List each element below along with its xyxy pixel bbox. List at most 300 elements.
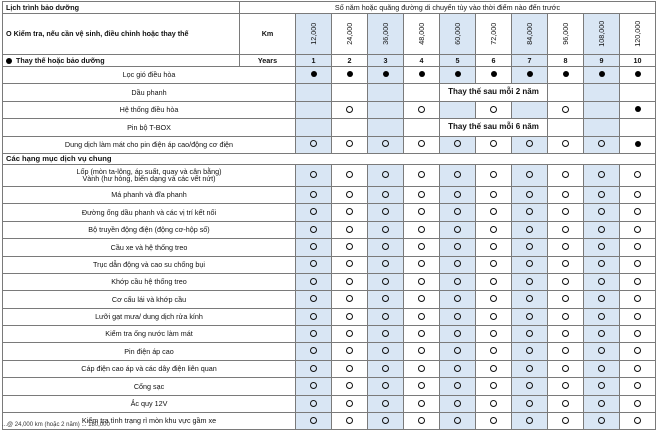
check-circle-icon xyxy=(490,208,497,215)
schedule-cell xyxy=(548,221,584,238)
section-title: Các hạng mục dịch vụ chung xyxy=(3,153,656,164)
check-circle-icon xyxy=(598,243,605,250)
schedule-cell xyxy=(584,326,620,343)
row-label-line: Đường ống dầu phanh và các vị trí kết nối xyxy=(81,207,217,217)
schedule-cell xyxy=(440,395,476,412)
check-circle-icon xyxy=(634,260,641,267)
check-circle-icon xyxy=(310,171,317,178)
check-circle-icon xyxy=(634,365,641,372)
check-circle-icon xyxy=(310,347,317,354)
schedule-cell xyxy=(332,326,368,343)
row-label-line: Cáp điện cao áp và các dây điện liên quan xyxy=(81,364,217,374)
replace-dot-icon xyxy=(455,71,461,77)
check-circle-icon xyxy=(598,278,605,285)
check-circle-icon xyxy=(526,140,533,147)
check-circle-icon xyxy=(418,226,425,233)
replace-legend: Thay thế hoặc bảo dưỡng xyxy=(3,55,240,67)
schedule-cell xyxy=(620,308,656,325)
schedule-cell xyxy=(404,101,440,118)
schedule-cell xyxy=(404,395,440,412)
check-circle-icon xyxy=(310,400,317,407)
check-circle-icon xyxy=(490,313,497,320)
schedule-cell xyxy=(476,308,512,325)
schedule-cell xyxy=(584,136,620,153)
check-circle-icon xyxy=(454,243,461,250)
check-circle-icon xyxy=(418,260,425,267)
schedule-cell xyxy=(296,413,332,430)
check-circle-icon xyxy=(490,400,497,407)
schedule-cell xyxy=(404,256,440,273)
check-circle-icon xyxy=(418,208,425,215)
schedule-cell xyxy=(404,308,440,325)
check-circle-icon xyxy=(418,295,425,302)
check-circle-icon xyxy=(382,417,389,424)
schedule-cell xyxy=(296,204,332,221)
check-circle-icon xyxy=(454,208,461,215)
check-circle-icon xyxy=(310,140,317,147)
schedule-cell xyxy=(404,221,440,238)
schedule-cell xyxy=(584,101,620,118)
schedule-cell xyxy=(404,136,440,153)
schedule-cell xyxy=(584,343,620,360)
check-circle-icon xyxy=(382,260,389,267)
schedule-cell xyxy=(512,256,548,273)
table-row xyxy=(3,204,656,221)
schedule-cell xyxy=(476,343,512,360)
row-label-line: Cổng sạc xyxy=(133,381,165,391)
schedule-cell xyxy=(548,378,584,395)
schedule-cell xyxy=(584,273,620,290)
row-label xyxy=(3,239,296,256)
schedule-cell xyxy=(620,413,656,430)
schedule-cell xyxy=(476,291,512,308)
schedule-cell xyxy=(440,101,476,118)
check-circle-icon xyxy=(490,278,497,285)
km-column-header: 60,000 xyxy=(440,14,476,55)
row-label xyxy=(3,343,296,360)
table-row xyxy=(3,273,656,290)
check-circle-icon xyxy=(490,382,497,389)
check-circle-icon xyxy=(598,347,605,354)
table-row xyxy=(3,101,656,118)
check-circle-icon xyxy=(346,400,353,407)
schedule-cell xyxy=(332,413,368,430)
check-circle-icon xyxy=(418,417,425,424)
check-circle-icon xyxy=(490,106,497,113)
check-circle-icon xyxy=(346,347,353,354)
schedule-cell xyxy=(548,273,584,290)
check-circle-icon xyxy=(310,191,317,198)
schedule-cell xyxy=(440,273,476,290)
row-label-line: Cầu xe và hệ thống treo xyxy=(110,242,188,252)
replace-dot-icon xyxy=(527,71,533,77)
year-column-header: 10 xyxy=(620,55,656,67)
check-circle-icon xyxy=(382,171,389,178)
schedule-cell xyxy=(512,378,548,395)
schedule-cell xyxy=(620,186,656,203)
schedule-cell xyxy=(512,164,548,186)
km-column-header: 108,000 xyxy=(584,14,620,55)
schedule-cell xyxy=(476,326,512,343)
replace-dot-icon xyxy=(419,71,425,77)
row-label xyxy=(3,326,296,343)
row-label-line: Lốp (mòn ta-lông, áp suất, quay và cân bằng) xyxy=(76,166,222,176)
check-circle-icon xyxy=(382,278,389,285)
schedule-cell xyxy=(548,101,584,118)
check-circle-icon xyxy=(562,140,569,147)
check-circle-icon xyxy=(526,417,533,424)
check-circle-icon xyxy=(598,295,605,302)
check-circle-icon xyxy=(634,208,641,215)
schedule-cell xyxy=(332,256,368,273)
check-circle-icon xyxy=(310,382,317,389)
check-circle-icon xyxy=(382,365,389,372)
row-label xyxy=(3,221,296,238)
schedule-cell xyxy=(404,186,440,203)
check-circle-icon xyxy=(634,400,641,407)
row-label-line: Pin điện áp cao xyxy=(124,346,174,356)
maintenance-schedule-table xyxy=(2,1,656,430)
table-row xyxy=(3,360,656,377)
schedule-cell xyxy=(296,256,332,273)
check-circle-icon xyxy=(382,191,389,198)
schedule-cell xyxy=(296,326,332,343)
schedule-cell xyxy=(440,204,476,221)
schedule-cell xyxy=(296,239,332,256)
schedule-cell xyxy=(548,413,584,430)
check-circle-icon xyxy=(562,278,569,285)
schedule-cell xyxy=(440,164,476,186)
check-circle-icon xyxy=(562,260,569,267)
check-circle-icon xyxy=(598,171,605,178)
schedule-cell xyxy=(368,291,404,308)
schedule-cell xyxy=(296,378,332,395)
schedule-cell xyxy=(332,84,368,101)
check-circle-icon xyxy=(526,191,533,198)
schedule-cell xyxy=(440,360,476,377)
row-label-line: Má phanh và đĩa phanh xyxy=(111,190,187,200)
check-circle-icon xyxy=(634,417,641,424)
row-label xyxy=(3,308,296,325)
schedule-cell xyxy=(404,273,440,290)
schedule-cell xyxy=(620,239,656,256)
check-circle-icon xyxy=(598,140,605,147)
check-circle-icon xyxy=(418,330,425,337)
row-label xyxy=(3,273,296,290)
check-circle-icon xyxy=(418,140,425,147)
check-circle-icon xyxy=(346,330,353,337)
schedule-cell xyxy=(332,360,368,377)
km-column-header: 12,000 xyxy=(296,14,332,55)
schedule-cell xyxy=(368,308,404,325)
schedule-cell xyxy=(476,395,512,412)
table-row xyxy=(3,291,656,308)
check-circle-icon xyxy=(346,417,353,424)
check-circle-icon xyxy=(454,260,461,267)
schedule-cell xyxy=(620,221,656,238)
replace-dot-icon xyxy=(347,71,353,77)
schedule-cell xyxy=(440,186,476,203)
check-circle-icon xyxy=(562,208,569,215)
km-column-header: 96,000 xyxy=(548,14,584,55)
check-circle-icon xyxy=(418,278,425,285)
check-circle-icon xyxy=(418,191,425,198)
year-column-header: 1 xyxy=(296,55,332,67)
check-circle-icon xyxy=(562,365,569,372)
interval-note: Số năm hoặc quãng đường di chuyển tùy vào thời điểm nào đến trước xyxy=(240,2,656,14)
schedule-cell xyxy=(296,67,332,84)
check-circle-icon xyxy=(562,382,569,389)
schedule-cell xyxy=(296,343,332,360)
check-circle-icon xyxy=(634,278,641,285)
check-circle-icon xyxy=(418,347,425,354)
table-row xyxy=(3,395,656,412)
check-circle-icon xyxy=(346,140,353,147)
table-row xyxy=(3,136,656,153)
check-circle-icon xyxy=(490,417,497,424)
check-circle-icon xyxy=(490,191,497,198)
schedule-cell xyxy=(584,413,620,430)
schedule-cell xyxy=(548,360,584,377)
check-circle-icon xyxy=(490,295,497,302)
schedule-cell xyxy=(584,67,620,84)
schedule-cell xyxy=(368,360,404,377)
check-circle-icon xyxy=(490,365,497,372)
schedule-cell xyxy=(584,221,620,238)
check-circle-icon xyxy=(382,208,389,215)
check-circle-icon xyxy=(382,330,389,337)
check-circle-icon xyxy=(418,382,425,389)
schedule-cell xyxy=(404,67,440,84)
check-circle-icon xyxy=(346,171,353,178)
check-circle-icon xyxy=(598,260,605,267)
schedule-title: Lịch trình bảo dưỡng xyxy=(3,2,240,14)
check-circle-icon xyxy=(382,226,389,233)
schedule-cell xyxy=(440,256,476,273)
check-circle-icon xyxy=(454,191,461,198)
schedule-cell xyxy=(404,119,440,136)
table-row xyxy=(3,164,656,186)
schedule-cell xyxy=(476,413,512,430)
schedule-cell xyxy=(332,186,368,203)
replace-dot-icon xyxy=(635,106,641,112)
row-label-line: Kiểm tra ống nước làm mát xyxy=(105,329,193,339)
replace-dot-icon xyxy=(635,141,641,147)
schedule-cell xyxy=(404,239,440,256)
check-circle-icon xyxy=(310,243,317,250)
row-label-line: Khớp cầu hệ thống treo xyxy=(111,277,187,287)
check-circle-icon xyxy=(562,171,569,178)
check-circle-icon xyxy=(382,243,389,250)
check-circle-icon xyxy=(454,347,461,354)
schedule-cell xyxy=(512,101,548,118)
row-label-line: Trục dẫn động và cao su chống bụi xyxy=(92,259,205,269)
schedule-cell xyxy=(620,360,656,377)
schedule-cell xyxy=(512,308,548,325)
check-circle-icon xyxy=(526,243,533,250)
check-circle-icon xyxy=(634,347,641,354)
year-column-header: 8 xyxy=(548,55,584,67)
row-label-line: Cơ cấu lái và khớp cầu xyxy=(111,294,187,304)
check-circle-icon xyxy=(562,226,569,233)
check-circle-icon xyxy=(490,243,497,250)
row-label: Dầu phanh xyxy=(3,84,296,101)
row-label xyxy=(3,186,296,203)
schedule-cell xyxy=(512,273,548,290)
schedule-cell xyxy=(476,67,512,84)
schedule-cell xyxy=(296,291,332,308)
schedule-cell xyxy=(404,84,440,101)
check-circle-icon xyxy=(526,260,533,267)
schedule-cell xyxy=(584,84,620,101)
years-label: Years xyxy=(240,55,296,67)
check-circle-icon xyxy=(418,365,425,372)
row-label xyxy=(3,395,296,412)
km-column-header: 48,000 xyxy=(404,14,440,55)
schedule-cell xyxy=(404,378,440,395)
schedule-cell xyxy=(368,136,404,153)
schedule-cell xyxy=(368,239,404,256)
check-circle-icon xyxy=(526,365,533,372)
check-circle-icon xyxy=(310,278,317,285)
check-circle-icon xyxy=(598,417,605,424)
schedule-cell xyxy=(296,308,332,325)
table-row xyxy=(3,67,656,84)
schedule-cell xyxy=(332,343,368,360)
check-circle-icon xyxy=(598,400,605,407)
schedule-cell xyxy=(404,326,440,343)
section-row xyxy=(3,153,656,164)
schedule-cell xyxy=(368,119,404,136)
schedule-cell xyxy=(512,67,548,84)
schedule-cell xyxy=(548,239,584,256)
check-circle-icon xyxy=(454,171,461,178)
check-circle-icon xyxy=(526,347,533,354)
row-label xyxy=(3,360,296,377)
check-circle-icon xyxy=(454,313,461,320)
check-circle-icon xyxy=(454,365,461,372)
table-row xyxy=(3,326,656,343)
schedule-cell xyxy=(548,291,584,308)
table-row xyxy=(3,221,656,238)
check-circle-icon xyxy=(418,243,425,250)
check-circle-icon xyxy=(454,330,461,337)
schedule-cell xyxy=(332,221,368,238)
schedule-cell xyxy=(620,326,656,343)
check-circle-icon xyxy=(310,365,317,372)
check-circle-icon xyxy=(346,208,353,215)
schedule-cell xyxy=(440,136,476,153)
schedule-cell xyxy=(548,308,584,325)
check-circle-icon xyxy=(454,226,461,233)
check-circle-icon xyxy=(454,278,461,285)
row-label-line: Lưỡi gạt mưa/ dung dịch rửa kính xyxy=(95,312,203,322)
schedule-cell xyxy=(440,291,476,308)
schedule-cell xyxy=(512,360,548,377)
km-column-header: 120,000 xyxy=(620,14,656,55)
schedule-cell xyxy=(548,136,584,153)
check-circle-icon xyxy=(562,313,569,320)
schedule-cell xyxy=(620,395,656,412)
check-circle-icon xyxy=(562,106,569,113)
schedule-cell xyxy=(512,395,548,412)
schedule-cell xyxy=(620,343,656,360)
table-row xyxy=(3,256,656,273)
check-circle-icon xyxy=(526,278,533,285)
check-circle-icon xyxy=(382,140,389,147)
check-circle-icon xyxy=(634,295,641,302)
schedule-cell xyxy=(476,239,512,256)
schedule-cell xyxy=(584,360,620,377)
schedule-cell xyxy=(476,204,512,221)
schedule-cell xyxy=(440,343,476,360)
check-circle-icon xyxy=(562,243,569,250)
check-circle-icon xyxy=(526,171,533,178)
schedule-cell xyxy=(620,84,656,101)
schedule-cell xyxy=(512,291,548,308)
row-label-line: Vành (hư hỏng, biến dạng và các vết nứt) xyxy=(82,174,216,184)
schedule-cell xyxy=(548,256,584,273)
schedule-cell xyxy=(368,221,404,238)
schedule-cell xyxy=(476,256,512,273)
check-circle-icon xyxy=(598,382,605,389)
row-label: Lọc gió điều hòa xyxy=(3,67,296,84)
schedule-cell xyxy=(548,186,584,203)
check-circle-icon xyxy=(490,260,497,267)
row-label xyxy=(3,378,296,395)
table-row xyxy=(3,84,656,101)
schedule-cell xyxy=(296,273,332,290)
schedule-cell xyxy=(368,256,404,273)
row-label xyxy=(3,204,296,221)
interval-text: Thay thế sau mỗi 6 năm xyxy=(440,119,548,136)
footnote: ...@ 24,000 km (hoặc 2 năm) ... 180,000 xyxy=(2,422,110,428)
schedule-cell xyxy=(440,239,476,256)
schedule-cell xyxy=(476,221,512,238)
check-circle-icon xyxy=(526,330,533,337)
check-circle-icon xyxy=(346,260,353,267)
check-circle-icon xyxy=(382,400,389,407)
schedule-cell xyxy=(620,273,656,290)
check-circle-icon xyxy=(634,330,641,337)
km-column-header: 36,000 xyxy=(368,14,404,55)
check-circle-icon xyxy=(382,382,389,389)
schedule-cell xyxy=(368,204,404,221)
schedule-cell xyxy=(620,164,656,186)
schedule-cell xyxy=(440,67,476,84)
schedule-cell xyxy=(620,67,656,84)
schedule-cell xyxy=(512,343,548,360)
check-circle-icon xyxy=(310,208,317,215)
schedule-cell xyxy=(620,101,656,118)
check-circle-icon xyxy=(526,226,533,233)
row-label: Dung dịch làm mát cho pin điện áp cao/động cơ điện xyxy=(3,136,296,153)
schedule-cell xyxy=(332,273,368,290)
check-circle-icon xyxy=(598,191,605,198)
schedule-cell xyxy=(440,413,476,430)
schedule-cell xyxy=(548,164,584,186)
row-label-line: Kiểm tra tình trạng rỉ mòn khu vực gầm xe xyxy=(81,416,217,426)
km-label: Km xyxy=(240,14,296,55)
year-column-header: 6 xyxy=(476,55,512,67)
schedule-cell xyxy=(368,101,404,118)
schedule-cell xyxy=(332,378,368,395)
schedule-cell xyxy=(548,395,584,412)
schedule-cell xyxy=(404,360,440,377)
schedule-cell xyxy=(476,186,512,203)
km-column-header: 24,000 xyxy=(332,14,368,55)
check-circle-icon xyxy=(490,347,497,354)
